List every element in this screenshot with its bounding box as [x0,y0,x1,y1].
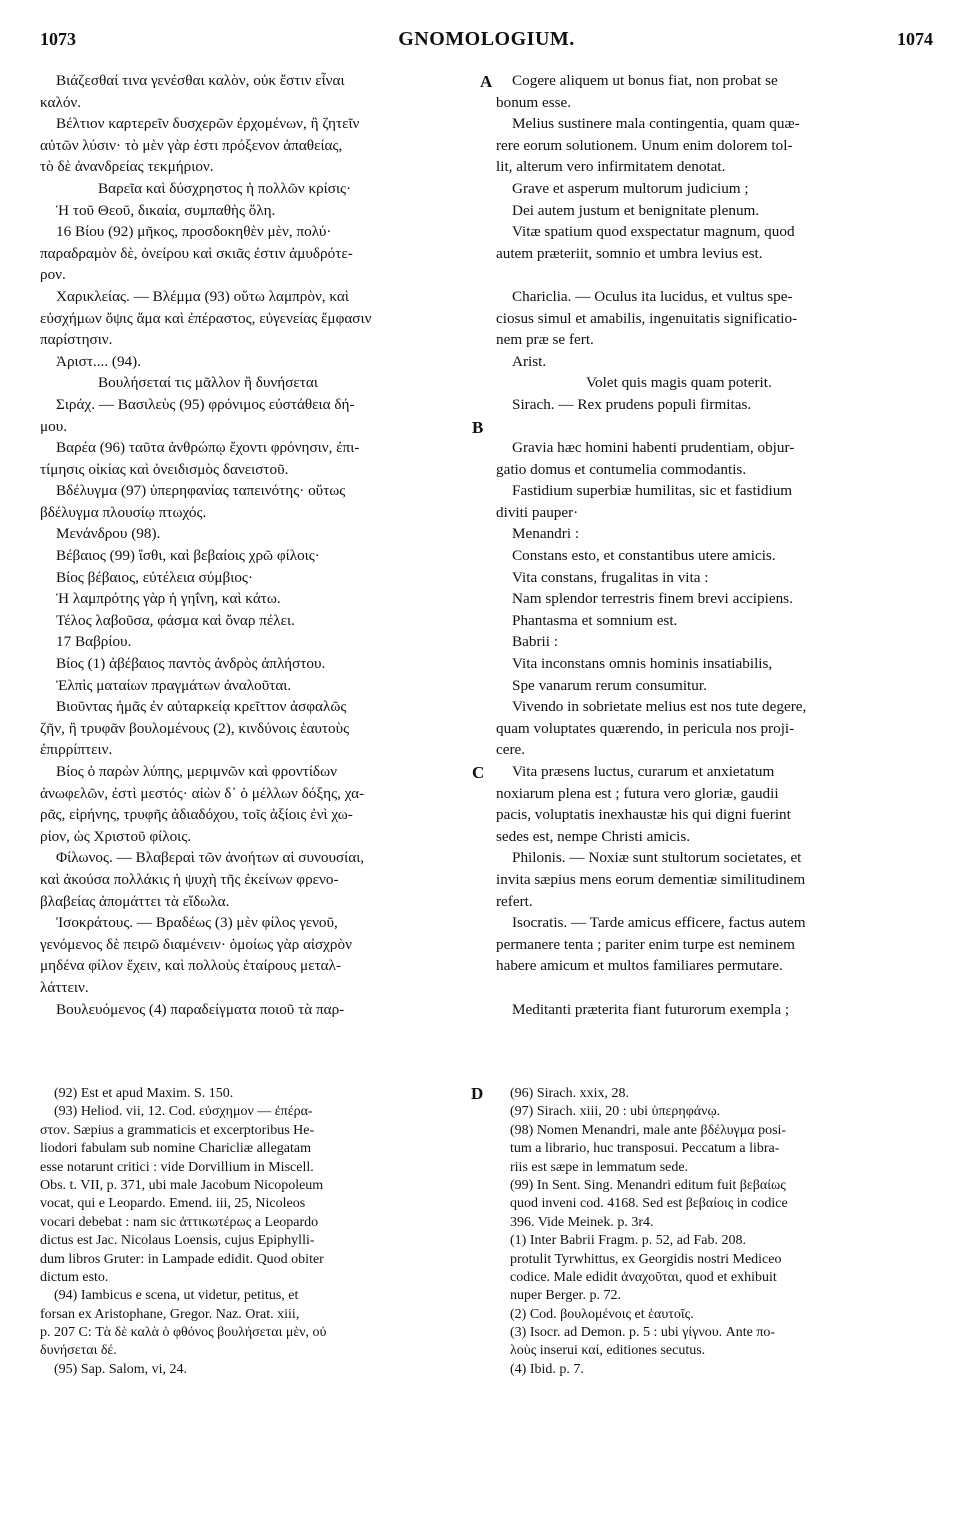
latin-text-line: cere. [496,741,526,759]
greek-text-line: Βδέλυγμα (97) ὑπερηφανίας ταπεινότης· οὕτως [56,482,346,500]
greek-text-line: Ἡ τοῦ Θεοῦ, δικαία, συμπαθὴς ὅλη. [56,201,276,219]
greek-text-line: Βουλήσεταί τις μᾶλλον ἢ δυνήσεται [98,374,318,392]
greek-text-line: τίμησις οἰκίας καὶ ὀνειδισμὸς δανειστοῦ. [40,460,289,478]
greek-text-line: Ἐλπὶς ματαίων πραγμάτων ἀναλοῦται. [56,676,292,694]
greek-text-line: εὐσχήμων ὄψις ἅμα καὶ ἐπέραστος, εὐγενείας ἔμφασιν [40,309,372,327]
greek-text-line: μηδένα φίλον ἔχειν, καὶ πολλοὺς ἑταίρους μεταλ- [40,957,342,975]
greek-text-line: Βιοῦντας ἡμᾶς ἐν αὐταρκείᾳ κρεῖττον ἀσφαλῶς [56,698,347,716]
section-marker-a: A [480,72,493,91]
left-page-number: 1073 [40,29,76,49]
footnote-line: forsan ex Aristophane, Gregor. Naz. Orat. xiii, [40,1306,300,1322]
footnote-line: p. 207 C: Τὰ δὲ καλὰ ὁ φθόνος βουλήσεται μὲν, οὐ [40,1325,327,1341]
latin-text-line: Vita constans, frugalitas in vita : [512,568,709,586]
footnote-line: vocari debebat : nam sic ἀττικωτέρως a Leopardo [40,1214,319,1230]
latin-text-line: Gravia hæc homini habenti prudentiam, objur- [512,439,795,457]
greek-text-line: αὐτῶν λύσιν· τὸ μὲν γὰρ ἐστι πρόξενον ἀπαθείας, [40,136,343,154]
greek-text-line: 17 Βαβρίου. [56,633,132,651]
latin-text-line: rere eorum solutionem. Unum enim dolorem tol- [496,136,793,154]
latin-text-line: refert. [496,892,533,910]
right-page-number: 1074 [896,29,933,49]
latin-text-line [496,264,932,286]
latin-text-line: Phantasma et somnium est. [512,611,678,629]
greek-text-line: ρᾶς, εἰρήνης, τρυφῆς ἀδιαδόχου, τοῖς ἀξίοις ἐνὶ χω- [40,806,353,824]
footnote-line: (93) Heliod. vii, 12. Cod. εὐσχημον — ἐπέρα- [54,1104,313,1120]
latin-text-line: Fastidium superbiæ humilitas, sic et fastidium [512,482,793,500]
footnote-line: (94) Iambicus e scena, ut videtur, petitus, et [54,1288,299,1304]
greek-text-line: 16 Βίου (92) μῆκος, προσδοκηθὲν μὲν, πολύ· [56,223,332,241]
footnote-line: tum a librario, huc transposui. Peccatum a libra- [510,1141,780,1157]
greek-text-line: Φίλωνος. — Βλαβεραὶ τῶν ἀνοήτων αἱ συνουσίαι, [56,849,365,867]
latin-text-line: Grave et asperum multorum judicium ; [512,179,749,197]
footnote-line: στον. Sæpius a grammaticis et excerptoribus He- [40,1122,315,1138]
latin-text-line: ciosus simul et amabilis, ingenuitatis significatio- [496,309,798,327]
greek-text-line: καὶ ἀκούσα πολλάκις ἡ ψυχὴ τῆς ἐκείνων φρενο- [40,870,339,888]
page-header [40,28,933,58]
latin-text-line: Philonis. — Noxiæ sunt stultorum societates, et [512,849,802,867]
latin-text-line: permanere tenta ; pariter enim turpe est neminem [496,935,795,953]
footnote-line: dictus est Jac. Nicolaus Loensis, cujus Epiphylli- [40,1233,315,1249]
greek-text-line: γενόμενος δὲ πειρῶ διαμένειν· ὁμοίως γὰρ αἰσχρὸν [40,935,352,953]
section-marker-b: B [472,418,484,437]
greek-text-line: παραδραμὸν δὲ, ὀνείρου καὶ σκιᾶς ἐστιν ἀμυδρότε- [40,244,353,262]
footnotes-left [40,1085,470,1379]
footnote-line: Obs. t. VII, p. 371, ubi male Jacobum Nicopoleum [40,1177,324,1193]
greek-text-line: ρον. [40,266,66,284]
greek-text-line: Μενάνδρου (98). [56,525,161,543]
greek-text-line: Σιράχ. — Βασιλεὺς (95) φρόνιμος εὐστάθεια δή- [56,395,355,413]
latin-text-line: Constans esto, et constantibus utere amicis. [512,547,776,565]
footnote-line: λοὺς inserui καί, editiones secutus. [510,1343,706,1359]
greek-text-line: καλόν. [40,93,82,111]
greek-text-line: βλαβείας ἀπομάττει τὰ εἴδωλα. [40,892,230,910]
latin-text-line: autem præteriit, somnio et umbra levius est. [496,244,763,262]
latin-text-line: Spe vanarum rerum consumitur. [512,676,707,694]
footnote-line: (95) Sap. Salom, vi, 24. [54,1361,187,1377]
latin-text-line: Cogere aliquem ut bonus fiat, non probat se [512,72,778,89]
footnote-line: (1) Inter Babrii Fragm. p. 52, ad Fab. 208. [510,1233,747,1249]
footnote-line: dum libros Gruter: in Lampade edidit. Quod obiter [40,1251,324,1267]
latin-text-line: Babrii : [512,633,558,651]
greek-text-line: λάττειν. [40,978,89,996]
greek-column [40,70,475,1020]
greek-text-line: Χαρικλείας. — Βλέμμα (93) οὕτω λαμπρὸν, καὶ [56,287,349,305]
latin-text-line: Isocratis. — Tarde amicus efficere, factus autem [512,914,806,932]
greek-text-line: ρίον, ὡς Χριστοῦ φίλοις. [40,827,192,845]
greek-text-line: ἐπιρρίπτειν. [40,741,113,759]
latin-text-line: quam voluptates quærendo, in pericula nos proji- [496,719,795,737]
latin-text-line: Vitæ spatium quod exspectatur magnum, quod [512,223,795,241]
latin-text-line: lit, alterum vero infirmitatem denotat. [496,158,726,176]
greek-text-line: Ἀριστ.... (94). [56,352,142,370]
latin-text-line: Vita præsens luctus, curarum et anxietatum [512,763,775,780]
latin-text-line: invita sæpius mens eorum dementiæ similitudinem [496,870,806,888]
latin-text-line: Meditanti præterita fiant futurorum exempla ; [512,1000,790,1018]
footnote-line: (3) Isocr. ad Demon. p. 5 : ubi γίγνου. Ante πο- [510,1325,776,1341]
latin-text-line: Menandri : [512,525,580,543]
footnote-line: (2) Cod. βουλομένοις et ἑαυτοῖς. [510,1306,694,1322]
footnote-line: dictum esto. [40,1269,109,1285]
latin-text-line: Vivendo in sobrietate melius est nos tute degere, [512,698,807,716]
latin-text-line: gatio domus et contumelia commodantis. [496,460,747,478]
latin-column [496,70,932,1020]
footnote-line: (96) Sirach. xxix, 28. [510,1086,629,1101]
latin-text-line [496,977,932,999]
footnote-line: codice. Male edidit ἀναχοῦται, quod et exhibuit [510,1269,777,1285]
footnote-line: (92) Est et apud Maxim. S. 150. [54,1086,234,1101]
footnote-line: vocat, qui e Leopardo. Emend. iii, 25, Nicoleos [40,1196,306,1212]
greek-text-line: Ἡ λαμπρότης γὰρ ἡ γηΐνη, καὶ κάτω. [56,590,281,608]
footnote-line: (99) In Sent. Sing. Menandri editum fuit βεβαίως [510,1177,786,1193]
greek-text-line: βδέλυγμα πλουσίῳ πτωχός. [40,503,207,521]
footnote-line: liodori fabulam sub nomine Charicliæ allegatam [40,1141,311,1157]
latin-text-line: Nam splendor terrestris finem brevi accipiens. [512,590,793,608]
latin-text-line: Sirach. — Rex prudens populi firmitas. [512,395,752,413]
latin-text-line: nem præ se fert. [496,331,594,349]
latin-text-line: noxiarum plena est ; futura vero gloriæ, gaudii [496,784,779,802]
footnote-line: nuper Berger. p. 72. [510,1288,621,1304]
greek-text-line: Τέλος λαβοῦσα, φάσμα καὶ ὄναρ πέλει. [56,611,295,629]
latin-text-line: habere amicum et multos familiares permutare. [496,957,783,975]
section-marker-c: C [472,763,485,782]
greek-text-line: ἀνωφελῶν, ἐστὶ μεστός· αἰὼν δ᾽ ὁ μέλλων δόξης, χα- [40,784,365,802]
footnote-line: δυνήσεται δέ. [40,1343,117,1359]
greek-text-line: Βέλτιον καρτερεῖν δυσχερῶν ἐρχομένων, ἢ ζητεῖν [56,115,360,133]
latin-text-line: sedes est, nempe Christi amicis. [496,827,691,845]
greek-text-line: παρίστησιν. [40,331,113,349]
footnote-line: protulit Tyrwhittus, ex Georgidis nostri Mediceo [510,1251,782,1267]
footnote-line: (4) Ibid. p. 7. [510,1361,584,1377]
latin-text-line: Dei autem justum et benignitate plenum. [512,201,760,219]
footnote-line: (98) Nomen Menandri, male ante βδέλυγμα posi- [510,1122,787,1138]
section-marker-d: D [471,1084,484,1103]
latin-text-line: bonum esse. [496,93,572,111]
greek-text-line: Βίος βέβαιος, εὐτέλεια σύμβιος· [56,568,253,586]
latin-text-line: Melius sustinere mala contingentia, quam quæ- [512,115,800,133]
greek-text-line: Βουλευόμενος (4) παραδείγματα ποιοῦ τὰ παρ- [56,1000,345,1018]
latin-text-line: diviti pauper· [496,503,579,521]
greek-text-line: Ἰσοκράτους. — Βραδέως (3) μὲν φίλος γενοῦ, [56,914,338,932]
footnote-line: riis est sæpe in lemmatum sede. [510,1159,689,1175]
latin-text-line: Arist. [512,352,547,370]
latin-text-line: Volet quis magis quam poterit. [586,374,772,392]
greek-text-line: Βαρέα (96) ταῦτα ἀνθρώπῳ ἔχοντι φρόνησιν, ἐπι- [56,439,360,457]
latin-text-line [496,416,932,438]
greek-text-line: Βίος (1) ἀβέβαιος παντὸς ἀνδρὸς ἀπλήστου. [56,655,326,673]
greek-text-line: ζῆν, ἢ τρυφᾶν βουλομένους (2), κινδύνοις ἑαυτοὺς [40,719,350,737]
footnotes-right [510,1085,935,1379]
latin-text-line: Vita inconstans omnis hominis insatiabilis, [512,655,773,673]
running-title: GNOMOLOGIUM. [398,28,575,50]
footnote-line: 396. Vide Meinek. p. 3r4. [510,1214,654,1230]
greek-text-line: Βέβαιος (99) ἴσθι, καὶ βεβαίοις χρῶ φίλοις· [56,547,320,565]
footnote-line: quod inveni cod. 4168. Sed est βεβαίοις in codice [510,1196,788,1212]
greek-text-line: Βιάζεσθαί τινα γενέσθαι καλὸν, οὐκ ἔστιν εἶναι [56,72,345,89]
footnote-line: (97) Sirach. xiii, 20 : ubi ὑπερηφάνῳ. [510,1104,721,1120]
greek-text-line: μου. [40,417,68,435]
latin-text-line: Chariclia. — Oculus ita lucidus, et vultus spe- [512,287,793,305]
latin-text-line: pacis, voluptatis inexhaustæ his qui digni fuerint [496,806,791,824]
footnote-line: esse notarunt critici : vide Dorvillium in Miscell. [40,1159,314,1175]
greek-text-line: Βαρεῖα καὶ δύσχρηστος ἡ πολλῶν κρίσις· [98,179,352,197]
greek-text-line: τὸ δὲ ἀνανδρείας τεκμήριον. [40,158,214,176]
greek-text-line: Βίος ὁ παρὼν λύπης, μεριμνῶν καὶ φροντίδων [56,763,337,780]
